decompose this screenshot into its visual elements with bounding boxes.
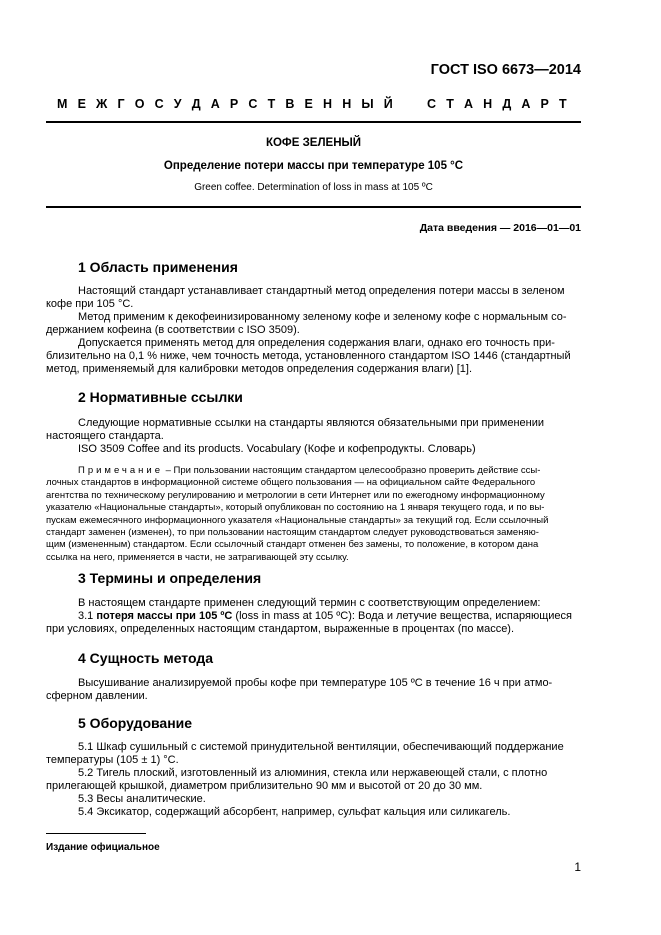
banner-letter: А bbox=[521, 97, 531, 111]
text-line: указателю «Национальные стандарты», который опубликован по состоянию на 1 января текущего года, и по вы- bbox=[46, 502, 545, 514]
banner-letter: Т bbox=[559, 97, 567, 111]
banner-letter: А bbox=[463, 97, 473, 111]
text-line: 5.1 Шкаф сушильный с системой принудительной вентиляции, обеспечивающий поддержание bbox=[78, 741, 564, 753]
text-line: метод, применяемый для калибровки методов определения содержания влаги) [1]. bbox=[46, 363, 473, 375]
banner-letter: У bbox=[173, 97, 182, 111]
text-line: пускам ежемесячного информационного указателя «Национальные стандарты» за текущий год. Если ссылочный bbox=[46, 514, 549, 526]
banner-letter: Н bbox=[483, 97, 493, 111]
text-line: лочных стандартов в информационной системе общего пользования — на официальном сайте Федерального bbox=[46, 477, 536, 489]
section-2-body bbox=[46, 417, 581, 456]
section-4-body bbox=[46, 677, 581, 703]
text-line: агентства по техническому регулированию и метрологии в сети Интернет или по ежегодному информационному bbox=[46, 489, 545, 501]
header-divider bbox=[46, 121, 581, 123]
title-divider bbox=[46, 206, 581, 208]
text-line: кофе при 105 °С. bbox=[46, 298, 134, 310]
introduction-date: Дата введения — 2016—01—01 bbox=[419, 222, 581, 234]
text-line: В настоящем стандарте применен следующий термин с соответствующим определением: bbox=[78, 597, 541, 609]
text-line: стандарт заменен (изменен), то при пользовании настоящим стандартом следует руководствоваться заменяю- bbox=[46, 527, 539, 539]
section-4-heading: 4 Сущность метода bbox=[78, 650, 214, 666]
text-line: сферном давлении. bbox=[46, 690, 148, 702]
section-3-body bbox=[46, 597, 581, 636]
note-label: Примечание bbox=[78, 465, 163, 476]
section-3-heading: 3 Термины и определения bbox=[78, 570, 262, 586]
section-5-body bbox=[46, 741, 581, 819]
section-5-heading: 5 Оборудование bbox=[78, 715, 193, 731]
banner-letter: Н bbox=[323, 97, 333, 111]
text-line: близительно на 0,1 % ниже, чем точность метода, установленного стандартом ISO 1446 (стандартный bbox=[46, 350, 571, 362]
banner-letter: О bbox=[134, 97, 145, 111]
text-line: ссылка на него, применяется в части, не затрагивающей эту ссылку. bbox=[46, 551, 349, 563]
banner-letter: С bbox=[248, 97, 258, 111]
document-title: КОФЕ ЗЕЛЕНЫЙ bbox=[265, 137, 362, 149]
text-line: Настоящий стандарт устанавливает стандартный метод определения потери массы в зеленом bbox=[78, 285, 565, 297]
banner-letter: Г bbox=[117, 97, 125, 111]
banner-letter: Е bbox=[304, 97, 313, 111]
english-title: Green coffee. Determination of loss in mass at 105 ºC bbox=[194, 182, 433, 193]
banner-letter: Н bbox=[342, 97, 352, 111]
document-subtitle: Определение потери массы при температуре 105 °С bbox=[163, 160, 464, 172]
text-line: при условиях, определенных настоящим стандартом, выраженные в процентах (по массе). bbox=[46, 623, 515, 635]
text-line: Допускается применять метод для определения содержания влаги, однако его точность при- bbox=[78, 337, 555, 349]
section-2-note bbox=[46, 465, 581, 564]
banner-letter: Ж bbox=[96, 97, 108, 111]
text-line: настоящего стандарта. bbox=[46, 430, 164, 442]
interstate-standard-banner bbox=[57, 97, 567, 111]
edition-label: Издание официальное bbox=[46, 842, 160, 853]
text-line: ISO 3509 Coffee and its products. Vocabulary (Кофе и кофепродукты. Словарь) bbox=[78, 443, 476, 455]
banner-letter: В bbox=[285, 97, 295, 111]
banner-letter: Р bbox=[229, 97, 239, 111]
text-line: 5.3 Весы аналитические. bbox=[78, 793, 206, 805]
page-number: 1 bbox=[574, 860, 581, 874]
banner-letter: М bbox=[57, 97, 68, 111]
banner-letter: Т bbox=[267, 97, 276, 111]
banner-letter: Д bbox=[502, 97, 512, 111]
text-line: прилегающей крышкой, диаметром приблизительно 90 мм и высотой от 20 до 30 мм. bbox=[46, 780, 483, 792]
term-definition-line: 3.1 потеря массы при 105 ºС (loss in mass at 105 ºC): Вода и летучие вещества, испаряющиеся bbox=[78, 610, 572, 622]
text-line: Высушивание анализируемой пробы кофе при температуре 105 ºС в течение 16 ч при атмо- bbox=[78, 677, 553, 689]
text-line: щим (измененным) стандартом. Если ссылочный стандарт отменен без замены, то положение, в котором дана bbox=[46, 539, 539, 551]
banner-letter: Р bbox=[540, 97, 549, 111]
text-line: Метод применим к декофеинизированному зеленому кофе и зеленому кофе с нормальным со- bbox=[78, 311, 567, 323]
standard-number: ГОСТ ISO 6673—2014 bbox=[430, 62, 581, 78]
text-line: Примечание – При пользовании настоящим стандартом целесообразно проверить действие ссы- bbox=[78, 465, 541, 476]
banner-letter: Ы bbox=[361, 97, 374, 111]
banner-letter: С bbox=[427, 97, 437, 111]
banner-letter: С bbox=[154, 97, 164, 111]
text-line: 5.2 Тигель плоский, изготовленный из алюминия, стекла или нержавеющей стали, с плотно bbox=[78, 767, 548, 779]
text-line: температуры (105 ± 1) °С. bbox=[46, 754, 179, 766]
section-2-heading: 2 Нормативные ссылки bbox=[78, 389, 243, 405]
banner-letter: Д bbox=[191, 97, 201, 111]
banner-letter: Е bbox=[77, 97, 86, 111]
section-1-body bbox=[46, 285, 581, 376]
text-line: Следующие нормативные ссылки на стандарты являются обязательными при применении bbox=[78, 417, 545, 429]
term-name: потеря массы при 105 ºС bbox=[96, 610, 233, 622]
section-1-heading: 1 Область применения bbox=[78, 259, 238, 275]
text-line: держанием кофеина (в соответствии с ISO 3509). bbox=[46, 324, 300, 336]
text-line: 5.4 Эксикатор, содержащий абсорбент, например, сульфат кальция или силикагель. bbox=[78, 806, 511, 818]
banner-letter: А bbox=[210, 97, 220, 111]
footer-divider bbox=[46, 833, 146, 834]
banner-letter: Й bbox=[383, 97, 393, 111]
banner-letter: Т bbox=[446, 97, 454, 111]
